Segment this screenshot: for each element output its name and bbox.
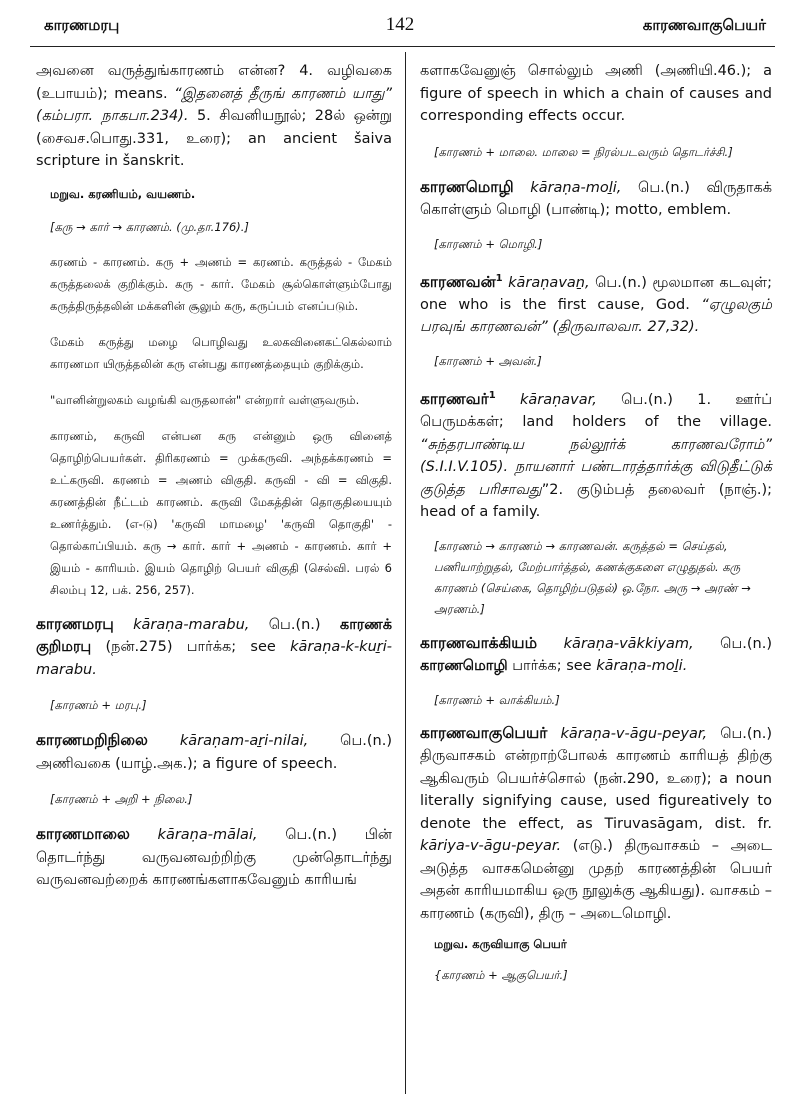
quotation: “ஏழுலகும் பரவுங் காரணவன்” (திருவாலவா. 27,32). <box>420 296 772 336</box>
etymology-para: கரணம் - காரணம். கரு + அணம் = கரணம். கருத்தல் - மேகம் கருத்தலைக் குறிக்கும். கரு - கார். மேகம் சூல்கொள்ளும்போது கருத்திருத்தலின் மக்களின் சூலும் கரு, கருப்பம் எனப்படும். <box>50 254 392 313</box>
cross-reference: காரணக் குறிமரபு <box>36 616 392 655</box>
left-column <box>36 60 392 892</box>
synonyms-note: மறுவ. கருவியாகு பெயர் <box>434 937 567 952</box>
sense-5-text: 5. சிவனியநூல்; 28ல் ஒன்று (சைவச.பொது.331, உரை); an ancient šaiva scripture in šanskrit. <box>36 108 392 169</box>
headword: காரணவாகுபெயர் <box>420 723 548 742</box>
entry-text: பெ.(n.) 1. ஊர்ப் பெருமக்கள்; land holders of the village. <box>420 391 773 431</box>
etymology: [காரணம் → காரணம் → காரணவன். கருத்தல் = செய்தல், பணியாற்றுதல், மேற்பார்த்தல், கணக்குகளை எழுதுதல். கரு காரணம் (செய்கை, தொழிற்படுதல்) ஒ.நோ. அரு → அரண் → அரணம்.] <box>434 538 751 616</box>
right-column <box>420 60 772 985</box>
etymology: [காரணம் + மரபு.] <box>50 698 147 712</box>
entry-text: ”2. குடும்பத் தலைவர் (நாஞ்.); head of a family. <box>420 481 772 521</box>
page-number: 142 <box>385 14 415 35</box>
homonym-number: 1 <box>495 272 503 284</box>
etymology-para: "வானின்றுலகம் வழங்கி வருதலான்" என்றார் வள்ளுவரும். <box>50 392 360 407</box>
dictionary-entry <box>36 823 392 892</box>
dictionary-entry <box>420 385 772 524</box>
headword: காரணவாக்கியம் <box>420 633 538 652</box>
entry-text: பெ.(n.) விருதாகக் கொள்ளும் மொழி (பாண்டி); motto, emblem. <box>420 179 773 218</box>
part-of-speech: பெ.(n.) <box>693 635 772 652</box>
transliteration: kāraṇa-vākkiyam, <box>563 635 694 652</box>
entry-text: (எடு.) திருவாசகம் – அடை அடுத்த வாசகமென்னு முதற் காரணத்தின் பெயர் அதன் காரியமாகிய ஒரு நூலுக்கு ஆகியது). வாசகம் – காரணம் (கருவி), திரு – அடைமொழி. <box>420 838 772 922</box>
header-rule <box>30 46 775 47</box>
headword: காரணமொழி <box>420 177 514 196</box>
transliteration: kāraṇavar, <box>519 391 597 408</box>
dictionary-entry <box>420 176 772 222</box>
see-reference: kāraṇa-k-kuṟi-marabu. <box>36 639 392 678</box>
sense-4-text: அவனை வருத்துங்காரணம் என்ன? 4. வழிவகை (உபாயம்); means. <box>36 63 392 102</box>
headword: காரணவன் <box>420 272 496 291</box>
quotation: “சுந்தரபாண்டிய நல்லூர்க் காரணவரோம்” (S.I.I.V.105). நாயனார் பண்டாரத்தார்க்கு விடுதீட்டுக் குடுத்த பரிசாவது <box>420 436 772 498</box>
etymology: [காரணம் + அவன்.] <box>434 353 542 368</box>
see-reference: kāriya-v-āgu-peyar. <box>420 838 562 855</box>
transliteration: kāraṇa-mālai, <box>157 827 258 843</box>
etymology-para: காரணம், கருவி என்பன கரு என்னும் ஒரு வினைத் தொழிற்பெயர்கள். திரிகரணம் = முக்கருவி. அந்தக்கரணம் = உட்கருவி. கரணம் = அணம் விகுதி. கருவி - வி = விகுதி. கரணத்தின் நீட்டம் காரணம். கருவி மேகத்தின் தொகுதியையும் உணர்த்தும். (எ-டு) 'கருவி மாமழை' 'கருவி தொகுதி' - தொல்காப்பியம். கரு → கார். கார் + அணம் - காரணம். கார் + இயம் - காரியம். இயம் தொழிற் பெயர் விகுதி (செல்வி. பரல் 6 சிலம்பு 12, பக். 256, 257). <box>50 428 392 597</box>
etymology: {காரணம் + ஆகுபெயர்.] <box>434 968 568 983</box>
etymology: [காரணம் + வாக்கியம்.] <box>434 692 560 707</box>
entry-text: பார்க்க; see <box>507 658 597 675</box>
part-of-speech: பெ.(n.) <box>249 616 340 633</box>
entry-text: பெ.(n.) பின் தொடர்ந்து வருவனவற்றிற்கு முன்தொடர்ந்து வருவனவற்றைக் காரணங்களாகவேனும் காரியங் <box>36 827 392 888</box>
transliteration: kāraṇa-v-āgu-peyar, <box>560 725 708 742</box>
transliteration: kāraṇa-moḻi, <box>530 179 622 196</box>
dictionary-entry <box>36 613 392 682</box>
etymology: [காரணம் + மாலை. மாலை = நிரல்படவரும் தொடர்ச்சி.] <box>434 144 733 159</box>
headword: காரணமாலை <box>36 825 130 843</box>
headword: காரணமரபு <box>36 614 114 633</box>
homonym-number: 1 <box>488 389 496 401</box>
entry-text: பெ.(n.) திருவாசகம் என்றாற்போலக் காரணம் காரியத் திற்கு ஆகிவரும் பெயர்ச்சொல் (நன்.290, உரை); a noun literally signifying cause, used figureatively to denote the effect, as Tiruvasāgam, dist. fr. <box>420 725 772 832</box>
transliteration: kāraṇam-aṟi-nilai, <box>179 733 309 749</box>
etymology: [கரு → கார் → காரணம். (மு.தா.176).] <box>50 219 249 234</box>
cross-reference: காரணமொழி <box>420 658 508 675</box>
entry-text: (நன்.275) பார்க்க; see <box>91 639 291 655</box>
dictionary-entry <box>36 729 392 775</box>
dictionary-entry <box>420 632 772 678</box>
etymology: [காரணம் + மொழி.] <box>434 236 543 251</box>
dictionary-entry <box>420 722 772 926</box>
etymology-para: மேகம் கருத்து மழை பொழிவது உலகவினைகட்கெல்லாம் காரணமா யிருத்தலின் கரு என்பது காரணத்தையும் குறிக்கும். <box>50 334 392 371</box>
headword: காரணவர் <box>420 389 489 408</box>
transliteration: kāraṇa-marabu, <box>133 616 250 633</box>
quote-kamba: “இதனைத் தீருங் காரணம் யாது” (கம்பரா. நாகபா.234). <box>36 85 392 124</box>
transliteration: kāraṇavaṉ, <box>508 274 590 291</box>
entry-continuation <box>36 60 392 173</box>
headword: காரணமறிநிலை <box>36 731 148 749</box>
entry-continuation: களாகவேனுஞ் சொல்லும் அணி (அணியி.46.); a figure of speech in which a chain of causes and corresponding effects occur. <box>420 63 772 124</box>
dictionary-entry <box>420 268 772 339</box>
etymology: [காரணம் + அறி + நிலை.] <box>50 792 193 806</box>
entry-text: பெ.(n.) அணிவகை (யாழ்.அக.); a figure of speech. <box>36 733 392 772</box>
synonyms-note: மறுவ. கரணியம், வயணம். <box>50 186 196 201</box>
see-reference: kāraṇa-moḻi. <box>596 658 688 675</box>
running-head-left: காரணமரபு <box>44 16 120 34</box>
entry-text: பெ.(n.) மூலமான கடவுள்; one who is the first cause, God. <box>420 274 773 313</box>
running-head-right: காரணவாகுபெயர் <box>642 16 766 34</box>
column-divider <box>405 52 406 1094</box>
